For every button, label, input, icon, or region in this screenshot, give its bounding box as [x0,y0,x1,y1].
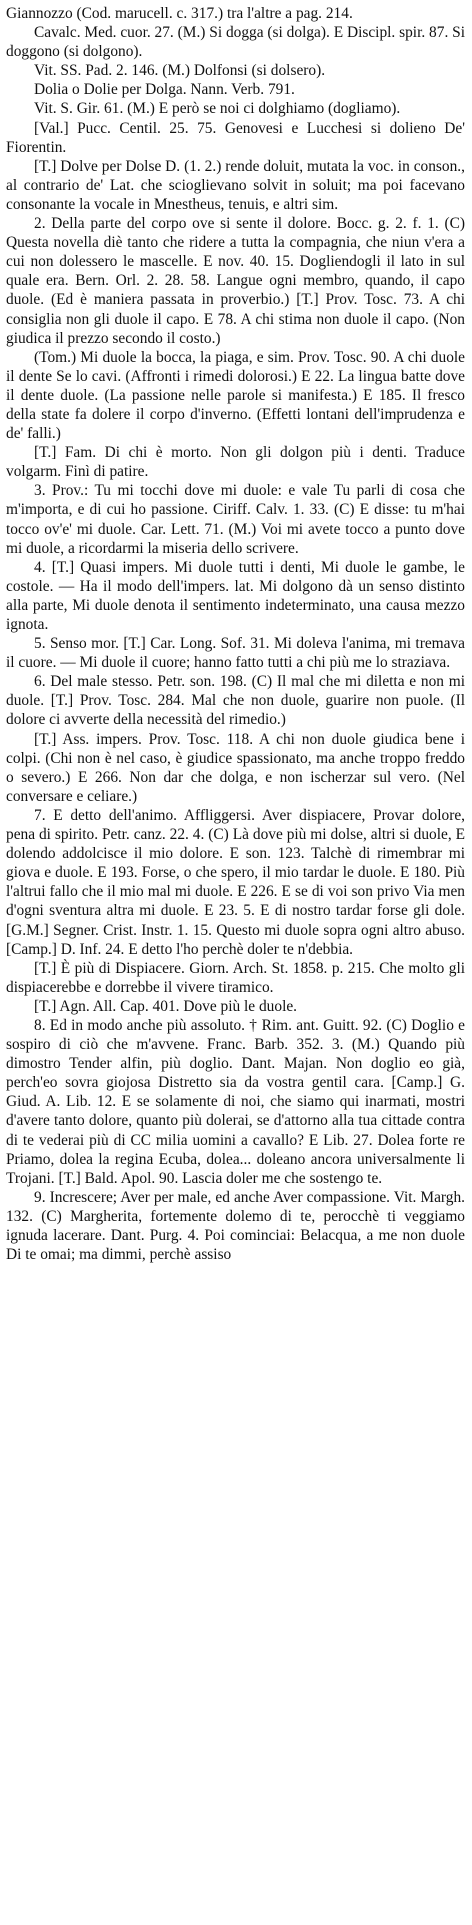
entry-paragraph: [T.] È più di Dispiacere. Giorn. Arch. St. 1858. p. 215. Che molto gli dispiacerebbe e dorrebbe il vivere tiramico. [6,959,465,996]
entry-paragraph: Dolia o Dolie per Dolga. Nann. Verb. 791. [34,81,295,99]
entry-paragraph: Vit. S. Gir. 61. (M.) E però se noi ci dolghiamo (dogliamo). [34,100,401,118]
sense-paragraph-7: 7. E detto dell'animo. Affliggersi. Aver dispiacere, Provar dolore, pena di spirito. Petr. canz. 22. 4. (C) Là dove più mi dolse, altri si duole, E dolendo addolcisce il mio dolore. E son. 123. Talchè di rimembrar mi giova e duole. E 193. Forse, o che spero, il mio tardar le duole. E 180. Più l'altrui fallo che il mio mal mi duole. E 226. E se di voi son privo Via men d'ogni sventura altra mi duole. E 23. 5. E di nostro tardar forse gli dole. [G.M.] Segner. Crist. Instr. 1. 15. Questo mi duole sopra ogni altro abuso. [Camp.] D. Inf. 24. E detto l'ho perchè doler te n'debbia. [6,806,465,958]
sense-paragraph-6: 6. Del male stesso. Petr. son. 198. (C) Il mal che mi diletta e non mi duole. [T.] Prov. Tosc. 284. Mal che non duole, guarire non puole. (Il dolore ci avverte della necessità del rimedio.) [6,673,465,729]
entry-paragraph: [T.] Ass. impers. Prov. Tosc. 118. A chi non duole giudica bene i colpi. (Chi non è nel caso, è giudice spassionato, ma anche troppo freddo o severo.) E 266. Non dar che dolga, e non ischerzar sul vero. (Nel conversare e celiare.) [6,730,465,805]
entry-paragraph: Giannozzo (Cod. marucell. c. 317.) tra l'altre a pag. 214. [6,5,353,22]
sense-paragraph-3: 3. Prov.: Tu mi tocchi dove mi duole: e vale Tu parli di cosa che m'importa, e di cui ho passione. Ciriff. Calv. 1. 33. (C) E disse: tu m'hai tocco ov'e' mi duole. Car. Lett. 71. (M.) Voi mi avete tocco a punto dove mi duole, a ricordarmi la miseria dello scrivere. [6,482,465,557]
sense-paragraph-2: 2. Della parte del corpo ove si sente il dolore. Bocc. g. 2. f. 1. (C) Questa novella diè tanto che ridere a tutta la compagnia, che niun v'era a cui non dolessero le mascelle. E nov. 40. 15. Dogliendogli il lato in sul quale era. Bern. Orl. 2. 28. 58. Langue ogni membro, quando, il capo duole. (Ed è maniera passata in proverbio.) [T.] Prov. Tosc. 73. A chi consiglia non gli duole il capo. E 78. A chi stima non duole il capo. (Non giudica il prezzo secondo il costo.) [6,215,465,347]
entry-paragraph: (Tom.) Mi duole la bocca, la piaga, e sim. Prov. Tosc. 90. A chi duole il dente Se lo cavi. (Affronti i rimedi dolorosi.) E 22. La lingua batte dove il dente duole. (La passione nelle parole si manifesta.) E 185. Il fresco della state fa dolere il corpo d'inverno. (Effetti lontani dell'imprudenza e de' falli.) [6,348,465,443]
entry-paragraph: Cavalc. Med. cuor. 27. (M.) Si dogga (si dolga). E Discipl. spir. 87. Si doggono (si dolgono). [6,24,465,61]
entry-paragraph: [T.] Agn. All. Cap. 401. Dove più le duole. [34,997,298,1015]
entry-paragraph: [Val.] Pucc. Centil. 25. 75. Genovesi e Lucchesi si dolieno De' Fiorentin. [6,119,465,156]
sense-paragraph-5: 5. Senso mor. [T.] Car. Long. Sof. 31. Mi doleva l'anima, mi tremava il cuore. — Mi duole il cuore; hanno fatto tutti a chi più me lo straziava. [6,635,465,672]
entry-paragraph: [T.] Fam. Di chi è morto. Non gli dolgon più i denti. Traduce volgarm. Finì di patire. [6,444,465,481]
sense-paragraph-4: 4. [T.] Quasi impers. Mi duole tutti i denti, Mi duole le gambe, le costole. — Ha il modo dell'impers. lat. Mi dolgono dà un senso distinto alla parte, Mi duole denota il sentimento indeterminato, una causa mezzo ignota. [6,558,465,633]
sense-paragraph-8: 8. Ed in modo anche più assoluto. † Rim. ant. Guitt. 92. (C) Doglio e sospiro di ciò che m'avvene. Franc. Barb. 352. 3. (M.) Quando più dimostro Tender alfin, più doglio. Dant. Majan. Non doglio eo già, perch'eo sovra giojosa Distretto sia da vostra gentil cara. [Camp.] G. Giud. A. Lib. 12. E se solamente di noi, che siamo qui inarmati, mostri d'avere tanto dolore, quanto più dolerai, se d'attorno alla tua cittade contra di te vederai più di CC milia uomini a cavallo? E Lib. 27. Dolea forte re Priamo, dolea la regina Ecuba, dolea... doleano ancora universalmente li Trojani. [T.] Bald. Apol. 90. Lascia doler me che sostengo te. [6,1016,465,1187]
entry-paragraph: [T.] Dolve per Dolse D. (1. 2.) rende doluit, mutata la voc. in conson., al contrario de' Lat. che scioglievano solvit in soluit; ma poi facevano consonante la vocale in Mnestheus, tenuis, e altri sim. [6,157,465,213]
sense-paragraph-9: 9. Increscere; Aver per male, ed anche Aver compassione. Vit. Margh. 132. (C) Margherita, fortemente dolemo di te, perocchè ti veggiamo ignuda lacerare. Dant. Purg. 4. Poi cominciai: Belacqua, a me non duole Di te omai; ma dimmi, perchè assiso [6,1188,465,1264]
entry-paragraph: Vit. SS. Pad. 2. 146. (M.) Dolfonsi (si dolsero). [34,62,326,80]
